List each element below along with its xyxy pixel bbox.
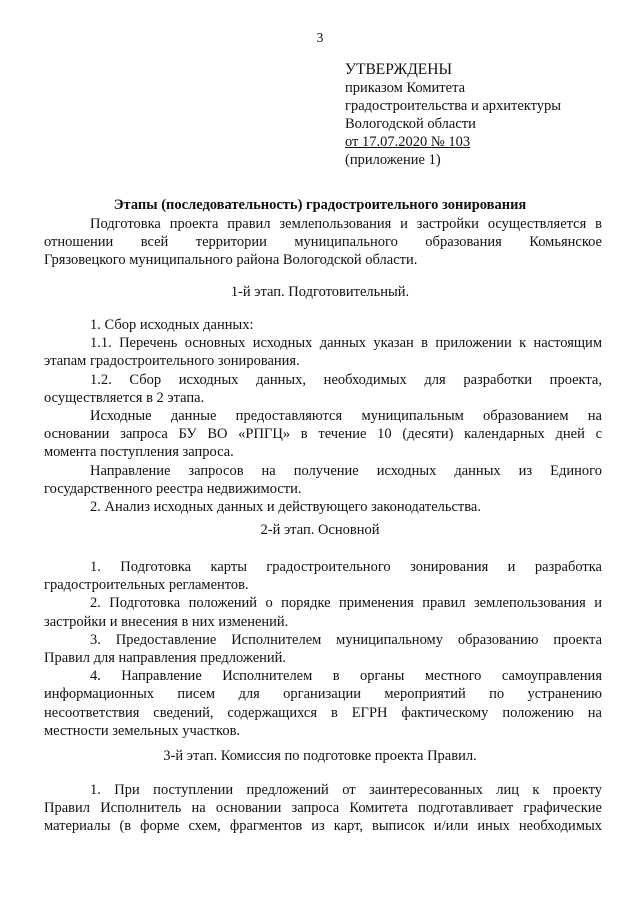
text-line: градостроительных регламентов.: [44, 577, 249, 594]
approval-date-number: от 17.07.2020 № 103: [345, 134, 471, 150]
text-line: Исходные данные предоставляются муниципальным образованием на: [90, 407, 602, 424]
text-line: 1.1. Перечень основных исходных данных указан в приложении к настоящим: [90, 335, 602, 352]
text-line: информационных писем для организации мероприятий по устранению: [44, 686, 602, 703]
text-line: основании запроса БУ ВО «РПГЦ» в течение 10 (десяти) календарных дней с: [44, 426, 602, 443]
text-line: застройки и внесения в них изменений.: [44, 613, 289, 630]
text-line: несоответствия сведений, содержащихся в ЕГРН фактическому положению на: [44, 704, 602, 721]
text-line: осуществляется в 2 этапа.: [44, 389, 205, 406]
text-line: Правил для направления предложений.: [44, 649, 287, 666]
approval-line: приказом Комитета: [345, 80, 466, 96]
text-line: материалы (в форме схем, фрагментов из карт, выписок и/или иных необходимых: [44, 818, 602, 835]
text-line: государственного реестра недвижимости.: [44, 480, 302, 497]
text-line: 4. Направление Исполнителем в органы местного самоуправления: [90, 668, 602, 685]
stage2-body: [44, 558, 602, 740]
text-line: 2. Анализ исходных данных и действующего законодательства.: [90, 498, 481, 515]
text-line: 3. Предоставление Исполнителем муниципальному образованию проекта: [90, 631, 602, 648]
approval-line: (приложение 1): [345, 152, 441, 168]
stage1-heading: 1-й этап. Подготовительный.: [230, 284, 410, 300]
document-title: Этапы (последовательность) градостроительного зонирования: [113, 197, 527, 213]
text-line: Правил Исполнитель на основании запроса Комитета подготавливает графические: [44, 800, 602, 817]
intro-paragraph: [44, 215, 602, 270]
text-line: Грязовецкого муниципального района Вологодской области.: [44, 252, 418, 269]
text-line: Направление запросов на получение исходных данных из Единого: [90, 462, 602, 479]
approval-line: градостроительства и архитектуры: [345, 98, 562, 114]
text-line: этапам градостроительного зонирования.: [44, 353, 300, 370]
page-number: 3: [316, 30, 324, 45]
text-line: 1.2. Сбор исходных данных, необходимых для разработки проекта,: [90, 371, 602, 388]
text-line: 1. При поступлении предложений от заинтересованных лиц к проекту: [90, 782, 602, 798]
approval-line: Вологодской области: [345, 116, 476, 132]
text-line: отношении всей территории муниципального образования Комьянское: [44, 234, 602, 251]
stage2-heading: 2-й этап. Основной: [260, 522, 380, 538]
approval-block: [345, 61, 615, 169]
text-line: Подготовка проекта правил землепользования и застройки осуществляется в: [90, 216, 602, 232]
text-line: местности земельных участков.: [44, 722, 241, 739]
text-line: 1. Подготовка карты градостроительного зонирования и разработка: [90, 559, 602, 575]
text-line: 2. Подготовка положений о порядке применения правил землепользования и: [90, 595, 602, 612]
approval-title: УТВЕРЖДЕНЫ: [345, 61, 452, 78]
stage3-body: [44, 781, 602, 836]
text-line: момента поступления запроса.: [44, 444, 234, 461]
stage3-heading: 3-й этап. Комиссия по подготовке проекта Правил.: [163, 748, 477, 764]
text-line: 1. Сбор исходных данных:: [90, 317, 254, 333]
stage1-body: [44, 316, 602, 516]
